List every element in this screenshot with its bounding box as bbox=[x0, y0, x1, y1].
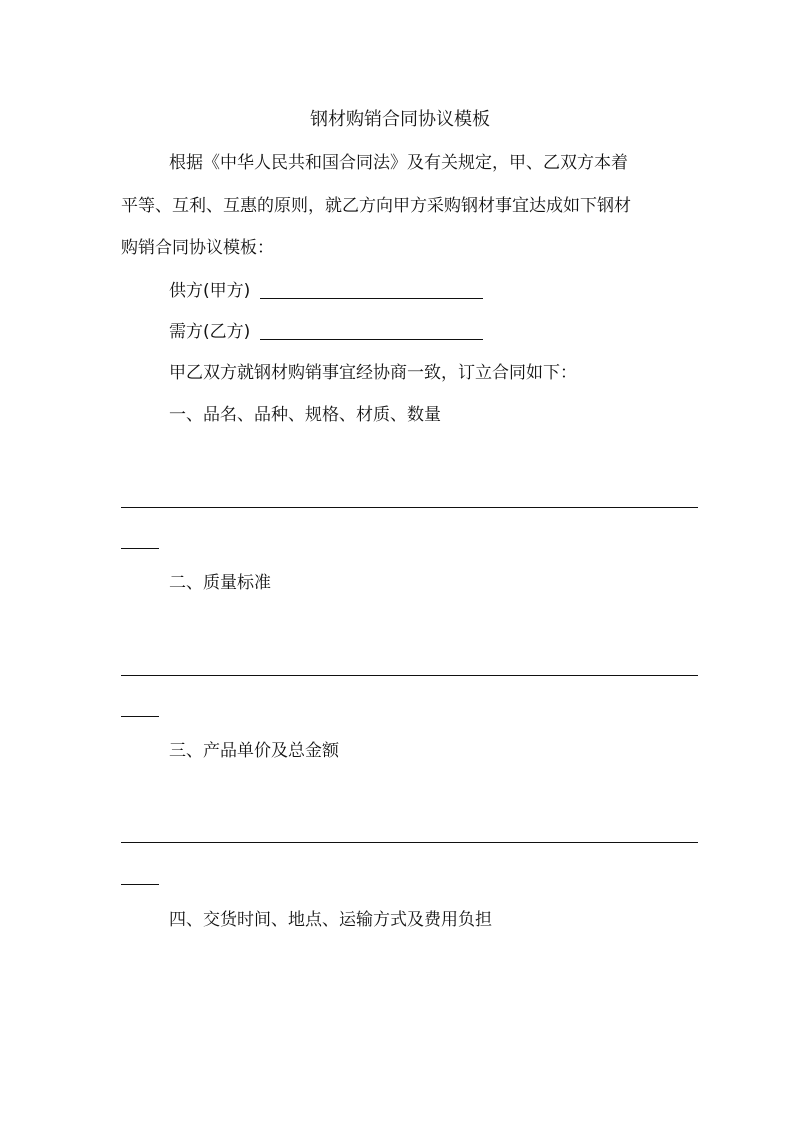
section-1-blank-line[interactable] bbox=[121, 507, 698, 508]
supplier-blank-line[interactable] bbox=[260, 298, 483, 299]
section-heading-4: 四、交货时间、地点、运输方式及费用负担 bbox=[169, 910, 492, 930]
section-1-blank-line-end[interactable] bbox=[121, 548, 159, 549]
intro-line-2: 平等、互利、互惠的原则，就乙方向甲方采购钢材事宜达成如下钢材 bbox=[121, 196, 631, 216]
section-2-blank-line[interactable] bbox=[121, 675, 698, 676]
intro-line-1: 根据《中华人民共和国合同法》及有关规定，甲、乙双方本着 bbox=[169, 153, 628, 173]
section-3-blank-line[interactable] bbox=[121, 842, 698, 843]
section-2-blank-line-end[interactable] bbox=[121, 716, 159, 717]
supplier-label: 供方(甲方) bbox=[169, 281, 251, 301]
section-3-blank-line-end[interactable] bbox=[121, 884, 159, 885]
section-heading-1: 一、品名、品种、规格、材质、数量 bbox=[169, 405, 441, 425]
buyer-label: 需方(乙方) bbox=[169, 322, 251, 342]
document-title: 钢材购销合同协议模板 bbox=[310, 109, 490, 130]
buyer-blank-line[interactable] bbox=[260, 339, 483, 340]
agreement-text: 甲乙双方就钢材购销事宜经协商一致，订立合同如下： bbox=[169, 363, 577, 383]
section-heading-3: 三、产品单价及总金额 bbox=[169, 741, 339, 761]
section-heading-2: 二、质量标准 bbox=[169, 573, 271, 593]
intro-line-3: 购销合同协议模板： bbox=[121, 238, 274, 258]
